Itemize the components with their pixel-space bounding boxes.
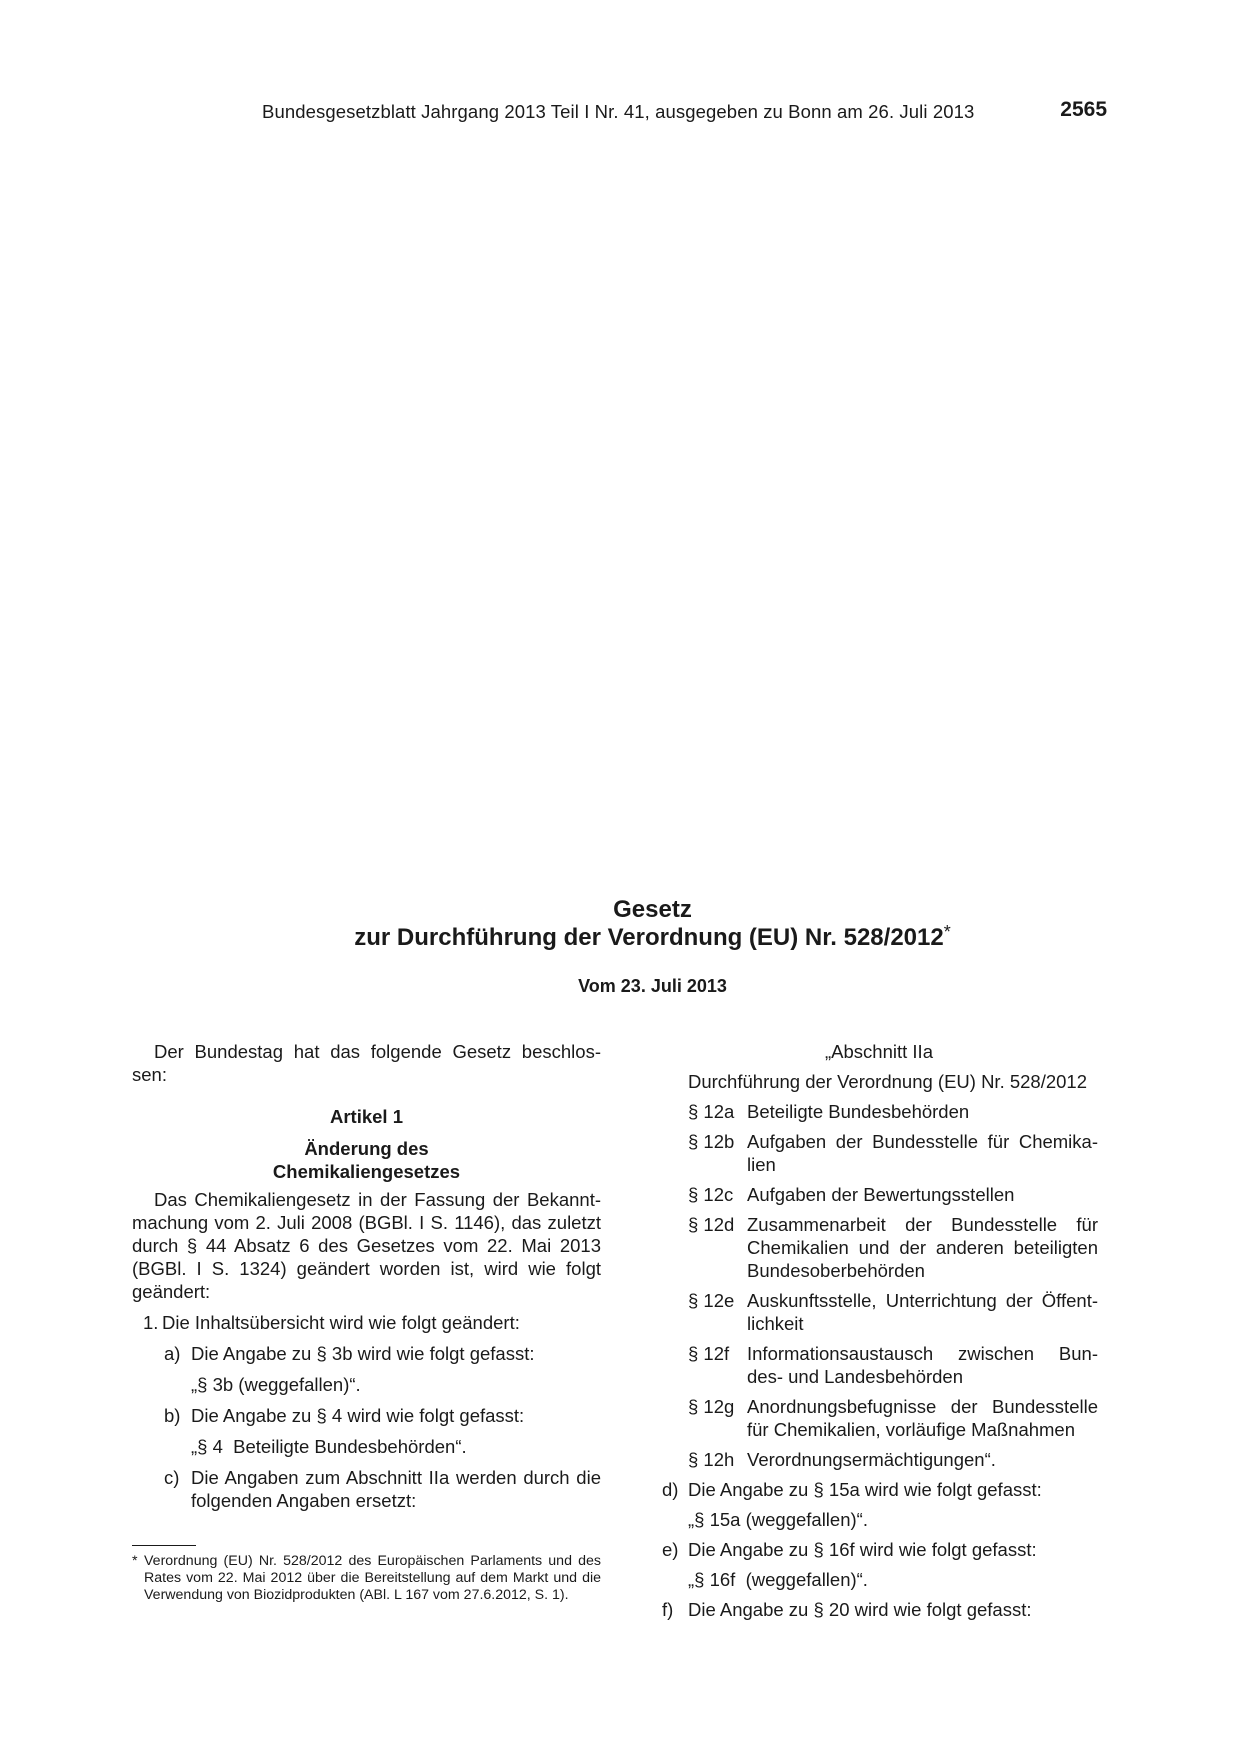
item-text: Die Angabe zu § 16f wird wie folgt gefasst: bbox=[688, 1539, 1037, 1560]
list-item bbox=[164, 1466, 601, 1512]
section-title: Durchführung der Verordnung (EU) Nr. 528/2012 bbox=[688, 1071, 1088, 1092]
item-letter: f) bbox=[662, 1599, 674, 1620]
footnote-mark: * bbox=[132, 1553, 138, 1569]
toc-paragraph-title: Anordnungsbefugnisse der Bundesstelle für Chemikalien, vorläufige Maßnahmen bbox=[747, 1396, 1098, 1440]
toc-paragraph-title: Aufgaben der Bundesstelle für Chemika- lien bbox=[747, 1131, 1098, 1175]
toc-paragraph-number: § 12b bbox=[688, 1131, 735, 1152]
list-item bbox=[662, 1538, 1098, 1561]
footnote-reference: * bbox=[943, 922, 951, 942]
footnote-separator bbox=[132, 1545, 196, 1546]
footnote-text: Verordnung (EU) Nr. 528/2012 des Europäischen Parlaments und des Rates vom 22. Mai 2012 über die Bereitstellung auf dem Markt und die Verwendung von Biozidprodukten (ABl. L 167 vom 27.6.2012, S. 1). bbox=[144, 1553, 601, 1603]
article-title-line-1: Änderung des bbox=[304, 1138, 429, 1159]
amendment-intro: Das Chemikaliengesetz in der Fassung der Bekannt- machung vom 2. Juli 2008 (BGBl. I S. 1146), das zuletzt durch § 44 Absatz 6 des Gesetzes vom 22. Mai 2013 (BGBl. I S. 1324) geändert worden ist, wird wie folgt geändert: bbox=[132, 1189, 601, 1302]
toc-paragraph-number: § 12f bbox=[688, 1343, 730, 1364]
quoted-entry: „§ 15a (weggefallen)“. bbox=[688, 1509, 868, 1530]
toc-paragraph-number: § 12a bbox=[688, 1101, 735, 1122]
toc-entry bbox=[688, 1100, 1098, 1123]
toc-paragraph-title: Aufgaben der Bewertungsstellen bbox=[747, 1184, 1015, 1205]
toc-paragraph-title: Beteiligte Bundesbehörden bbox=[747, 1101, 970, 1122]
toc-entry bbox=[688, 1183, 1098, 1206]
document-title-line-2 bbox=[32, 924, 1241, 952]
right-column bbox=[660, 1040, 1098, 1621]
toc-entry bbox=[688, 1395, 1098, 1441]
item-text: Die Angabe zu § 15a wird wie folgt gefasst: bbox=[688, 1479, 1042, 1500]
footnote bbox=[132, 1553, 601, 1604]
section-heading: „Abschnitt IIa bbox=[825, 1041, 933, 1062]
toc-paragraph-title: Informationsaustausch zwischen Bun- des- und Landesbehörden bbox=[747, 1343, 1098, 1387]
toc-entry bbox=[688, 1130, 1098, 1176]
table-of-contents bbox=[660, 1100, 1098, 1471]
toc-paragraph-number: § 12g bbox=[688, 1396, 735, 1417]
article-heading: Artikel 1 bbox=[329, 1106, 403, 1127]
toc-paragraph-title: Zusammenarbeit der Bundesstelle für Chemikalien und der anderen beteiligten Bundesoberbehörden bbox=[747, 1214, 1098, 1281]
toc-paragraph-number: § 12e bbox=[688, 1290, 735, 1311]
left-column bbox=[132, 1040, 601, 1512]
item-text: Die Inhaltsübersicht wird wie folgt geändert: bbox=[162, 1312, 520, 1333]
page-number: 2565 bbox=[1060, 98, 1107, 121]
item-text: Die Angaben zum Abschnitt IIa werden durch die folgenden Angaben ersetzt: bbox=[191, 1467, 601, 1511]
toc-paragraph-number: § 12d bbox=[688, 1214, 735, 1235]
item-number: 1. bbox=[143, 1312, 159, 1333]
document-title-text: zur Durchführung der Verordnung (EU) Nr. 528/2012 bbox=[354, 924, 944, 951]
item-text: Die Angabe zu § 4 wird wie folgt gefasst: bbox=[191, 1405, 525, 1426]
quoted-entry: „§ 3b (weggefallen)“. bbox=[191, 1374, 361, 1395]
article-title-line-2: Chemikaliengesetzes bbox=[272, 1161, 461, 1182]
list-item bbox=[143, 1311, 601, 1334]
item-letter: a) bbox=[164, 1343, 181, 1364]
running-header: Bundesgesetzblatt Jahrgang 2013 Teil I Nr. 41, ausgegeben zu Bonn am 26. Juli 2013 bbox=[262, 101, 975, 122]
document-title-line-1: Gesetz bbox=[613, 896, 692, 923]
list-item bbox=[164, 1342, 601, 1365]
list-item bbox=[662, 1478, 1098, 1501]
list-item bbox=[662, 1598, 1098, 1621]
toc-paragraph-title: Auskunftsstelle, Unterrichtung der Öffent- lichkeit bbox=[747, 1290, 1098, 1334]
item-letter: c) bbox=[164, 1467, 180, 1488]
toc-entry bbox=[688, 1213, 1098, 1282]
enactment-clause: Der Bundestag hat das folgende Gesetz beschlos- sen: bbox=[132, 1041, 601, 1085]
toc-paragraph-number: § 12h bbox=[688, 1449, 735, 1470]
toc-entry bbox=[688, 1448, 1098, 1471]
quoted-entry: „§ 16f (weggefallen)“. bbox=[688, 1569, 868, 1590]
list-item bbox=[164, 1404, 601, 1427]
toc-entry bbox=[688, 1289, 1098, 1335]
toc-paragraph-title: Verordnungsermächtigungen“. bbox=[747, 1449, 996, 1470]
toc-entry bbox=[688, 1342, 1098, 1388]
document-date: Vom 23. Juli 2013 bbox=[578, 976, 727, 996]
item-letter: e) bbox=[662, 1539, 679, 1560]
item-letter: b) bbox=[164, 1405, 181, 1426]
toc-paragraph-number: § 12c bbox=[688, 1184, 734, 1205]
item-text: Die Angabe zu § 20 wird wie folgt gefasst: bbox=[688, 1599, 1032, 1620]
item-text: Die Angabe zu § 3b wird wie folgt gefasst: bbox=[191, 1343, 535, 1364]
quoted-entry: „§ 4 Beteiligte Bundesbehörden“. bbox=[191, 1436, 467, 1457]
item-letter: d) bbox=[662, 1479, 679, 1500]
